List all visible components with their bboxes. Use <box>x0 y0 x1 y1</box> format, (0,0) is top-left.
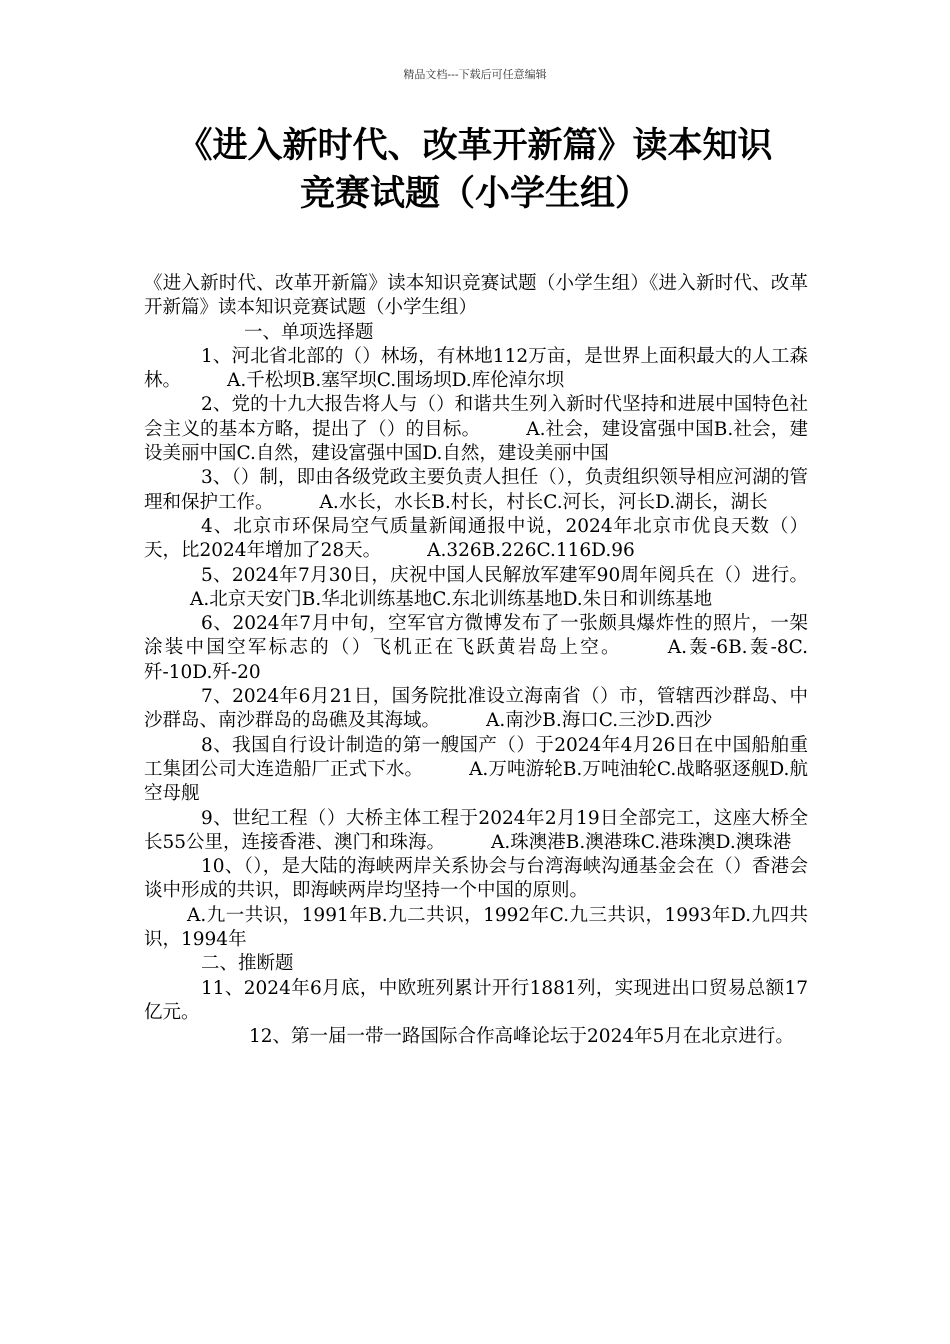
question-text: 3、（）制，即由各级党政主要负责人担任（），负责组织领导相应河湖的管理和保护工作。 <box>144 467 808 513</box>
question-8 <box>144 734 808 807</box>
question-6 <box>144 612 808 685</box>
question-text: 7、2024年6月21日，国务院批准设立海南省（）市，管辖西沙群岛、中沙群岛、南沙群岛的岛礁及其海域。 <box>144 686 808 732</box>
question-options: A.千松坝B.塞罕坝C.围场坝D.库伦淖尔坝 <box>227 370 565 392</box>
question-3 <box>144 466 808 515</box>
question-text: 9、世纪工程（）大桥主体工程于2024年2月19日全部完工，这座大桥全长55公里，连接香港、澳门和珠海。 <box>144 807 808 853</box>
header-note: 精品文档---下载后可任意编辑 <box>403 68 547 81</box>
title-line-1: 《进入新时代、改革开新篇》读本知识 <box>177 126 773 166</box>
question-text: 2、党的十九大报告将人与（）和谐共生列入新时代坚持和进展中国特色社会主义的基本方略，提出了（）的目标。 <box>144 394 808 440</box>
title-line-2: 竞赛试题（小学生组） <box>299 174 650 214</box>
question-options: A.社会，建设富强中国B.社会，建设美丽中国C.自然，建设富强中国D.自然，建设美丽中国 <box>144 418 808 465</box>
question-10-options: A.九一共识，1991年B.九二共识，1992年C.九三共识，1993年D.九四共识，1994年 <box>144 904 808 951</box>
question-options: A.水长，水长B.村长，村长C.河长，河长D.湖长，湖长 <box>319 491 768 513</box>
question-9 <box>144 807 808 856</box>
question-text: 1、河北省北部的（）林场，有林地112万亩，是世界上面积最大的人工森林。 <box>144 345 808 392</box>
question-text: 6、2024年7月中旬，空军官方微博发布了一张颇具爆炸性的照片，一架涂装中国空军标志的（）飞机正在飞跃黄岩岛上空。 <box>144 613 808 659</box>
question-7 <box>144 685 808 734</box>
section-heading-judgement: 二、推断题 <box>201 953 294 975</box>
intro-paragraph: 《进入新时代、改革开新篇》读本知识竞赛试题（小学生组）《进入新时代、改革开新篇》读本知识竞赛试题（小学生组） <box>144 273 808 319</box>
question-options: A.轰-6B.轰-8C.歼-10D.歼-20 <box>144 637 808 683</box>
question-options: A.万吨游轮B.万吨油轮C.战略驱逐舰D.航空母舰 <box>144 758 808 805</box>
question-options: A.326B.226C.116D.96 <box>427 540 635 562</box>
question-text: 10、（），是大陆的海峡两岸关系协会与台湾海峡沟通基金会在（）香港会谈中形成的共识，即海峡两岸均坚持一个中国的原则。 <box>144 856 808 902</box>
document-title <box>120 122 830 218</box>
question-10 <box>144 855 808 904</box>
question-1 <box>144 345 808 394</box>
section-heading-choice: 一、单项选择题 <box>244 321 374 343</box>
question-options: A.北京天安门B.华北训练基地C.东北训练基地D.朱日和训练基地 <box>190 588 713 610</box>
judgement-11: 11、2024年6月底，中欧班列累计开行1881列，实现进出口贸易总额17亿元。 <box>144 977 808 1023</box>
question-options: A.珠澳港B.澳港珠C.港珠澳D.澳珠港 <box>491 831 792 853</box>
question-options: A.南沙B.海口C.三沙D.西沙 <box>486 710 713 732</box>
judgement-12: 12、第一届一带一路国际合作高峰论坛于2024年5月在北京进行。 <box>249 1026 794 1048</box>
question-text: 5、2024年7月30日，庆祝中国人民解放军建军90周年阅兵在（）进行。 <box>201 564 808 586</box>
question-5 <box>144 564 808 613</box>
question-text: 4、北京市环保局空气质量新闻通报中说，2024年北京市优良天数（）天，比2024年增加了28天。 <box>144 515 808 562</box>
question-4 <box>144 515 808 564</box>
question-2 <box>144 393 808 466</box>
document-body <box>144 272 808 1050</box>
question-text: 8、我国自行设计制造的第一艘国产（）于2024年4月26日在中国船舶重工集团公司大连造船厂正式下水。 <box>144 734 808 780</box>
